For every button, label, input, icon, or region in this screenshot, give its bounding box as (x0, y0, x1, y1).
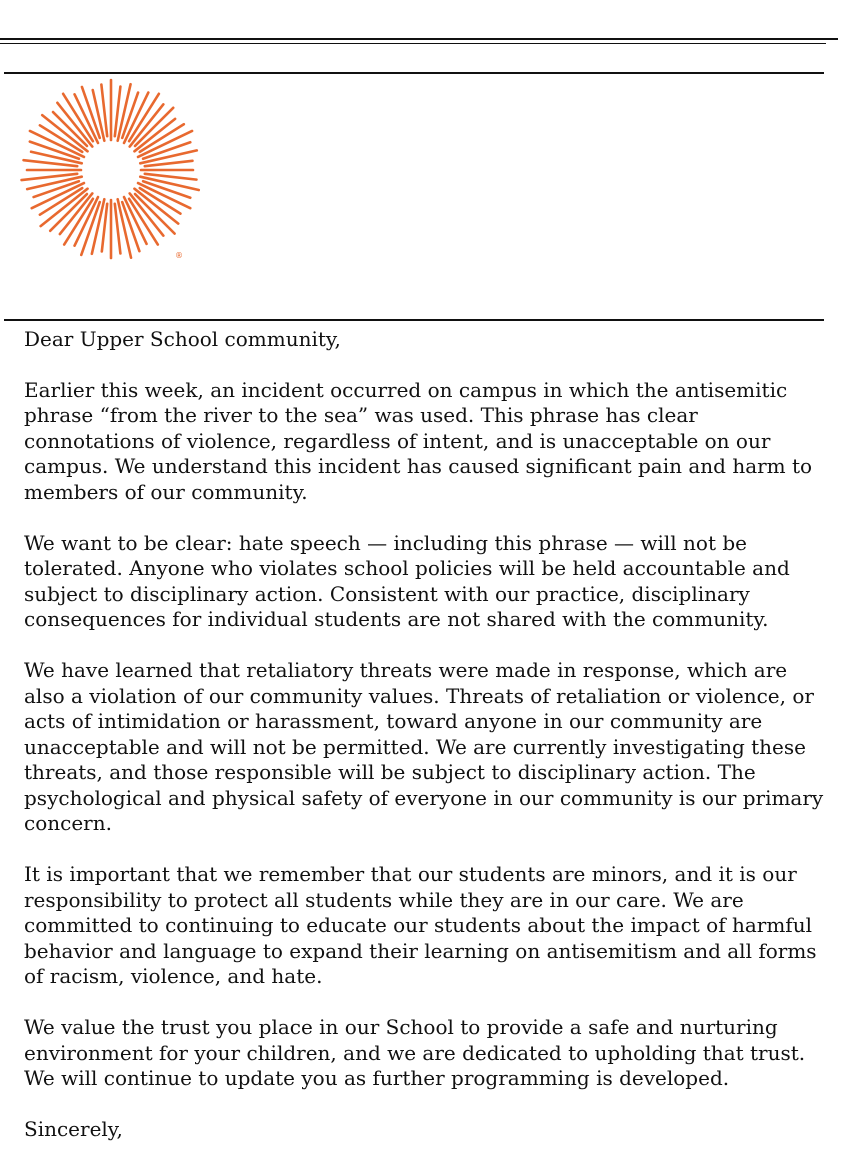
registered-mark: ® (175, 251, 183, 260)
paragraph-incident: Earlier this week, an incident occurred on campus in which the antisemitic phrase “from the river to the sea” was used. This phrase has clear connotations of violence, regardless of intent, and is unacceptable on our campus. We understand this incident has caused significant pain and harm to members of our community. (24, 377, 813, 504)
paragraph-retaliation: We have learned that retaliatory threats were made in response, which are also a violation of our community values. Threats of retaliation or violence, or acts of intimidation or harassment, toward anyone in our community are unacceptable and will not be permitted. We are currently investigating these threats, and those responsible will be subject to disciplinary action. The psychological and physical safety of everyone in our community is our primary concern. (24, 658, 824, 835)
logo-ray (135, 194, 175, 234)
paragraph-trust: We value the trust you place in our School to provide a safe and nurturing environment for your children, and we are dedicated to upholding that trust. We will continue to update you as further programming is developed. (24, 1015, 806, 1090)
logo-ray (50, 194, 87, 231)
paragraph-hate-speech: We want to be clear: hate speech — including this phrase — will not be tolerated. Anyone who violates school policies will be held accountable and subject to disciplinary action. Consistent with our practice, disciplinary consequences for individual students are not shared with the community. (24, 530, 790, 631)
top-divider (0, 38, 838, 40)
top-divider-secondary (0, 43, 826, 44)
body-divider (4, 319, 824, 321)
letter-body (24, 327, 824, 1168)
header-divider (4, 72, 824, 74)
salutation: Dear Upper School community, (24, 327, 341, 351)
paragraph-responsibility: It is important that we remember that our students are minors, and it is our responsibility to protect all students while they are in our care. We are committed to continuing to educate our students about the impact of harmful behavior and language to expand their learning on antisemitism and all forms of racism, violence, and hate. (24, 862, 817, 988)
logo-ray (135, 108, 173, 146)
closing: Sincerely, (24, 1117, 123, 1141)
sunburst-logo-icon (18, 76, 208, 266)
